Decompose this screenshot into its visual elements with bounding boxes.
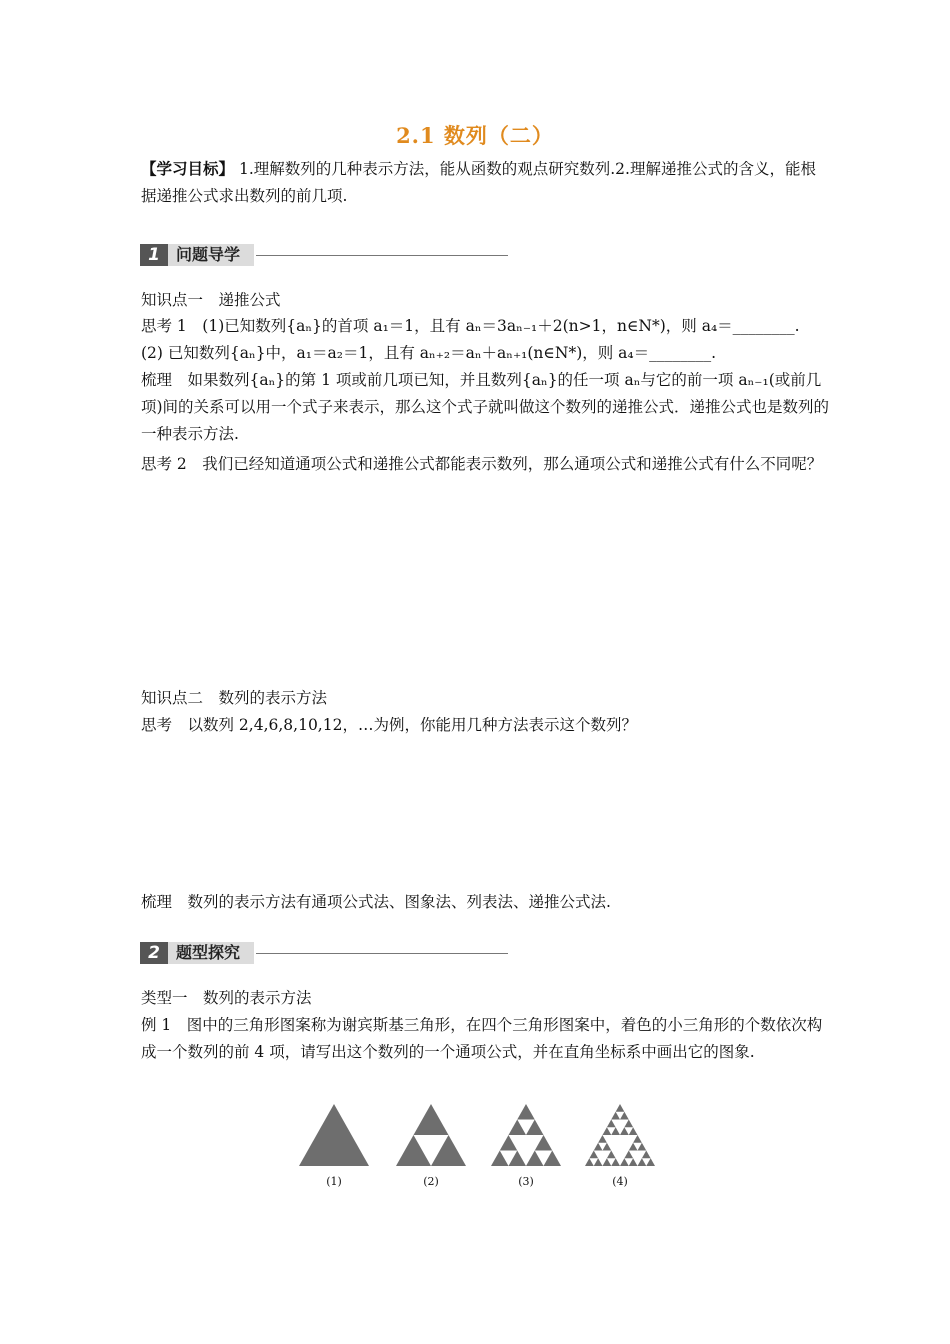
figure-label-4: (4) (612, 1175, 628, 1188)
shaded-small-triangle (509, 1120, 527, 1136)
shaded-small-triangle (526, 1120, 544, 1136)
sierpinski-triangle-2 (395, 1103, 467, 1169)
shaded-small-triangle (638, 1143, 647, 1151)
shaded-small-triangle (603, 1127, 612, 1135)
section-label: 题型探究 (168, 942, 254, 964)
shaded-small-triangle (414, 1104, 449, 1135)
section-header-1 (140, 243, 508, 267)
type-1-heading: 类型一 数列的表示方法 (141, 989, 312, 1007)
shaded-small-triangle (491, 1151, 509, 1167)
shaded-small-triangle (589, 1151, 598, 1159)
figure-label-3: (3) (518, 1175, 534, 1188)
section-label: 问题导学 (168, 244, 254, 266)
shaded-small-triangle (638, 1158, 647, 1166)
summary-1: 梳理 如果数列{aₙ}的第 1 项或前几项已知，并且数列{aₙ}的任一项 aₙ与它的前一项 aₙ₋₁(或前几项)间的关系可以用一个式子来表示，那么这个式子就叫做这个数列的递推公式．递推公式也是数列的一种表示方法. (141, 371, 830, 443)
shaded-small-triangle (646, 1158, 655, 1166)
learning-objectives (141, 155, 831, 210)
objectives-label: 【学习目标】 (141, 159, 235, 178)
figure-label-2: (2) (423, 1175, 439, 1188)
sierpinski-triangle-4 (584, 1103, 656, 1169)
sierpinski-figure (298, 1103, 660, 1193)
section-rule (256, 255, 508, 256)
section-rule (256, 953, 508, 954)
shaded-small-triangle (611, 1112, 620, 1120)
shaded-small-triangle (431, 1135, 466, 1166)
knowledge-point-2-heading: 知识点二 数列的表示方法 (141, 689, 328, 707)
shaded-small-triangle (509, 1151, 527, 1167)
shaded-small-triangle (620, 1127, 629, 1135)
page-title: 2.1 数列（二） (396, 123, 554, 148)
shaded-small-triangle (603, 1158, 612, 1166)
section-number: 1 (140, 244, 168, 266)
shaded-small-triangle (642, 1151, 651, 1159)
shaded-small-triangle (594, 1158, 603, 1166)
shaded-small-triangle (585, 1158, 594, 1166)
shaded-small-triangle (624, 1120, 633, 1128)
shaded-small-triangle (396, 1135, 431, 1166)
figure-label-1: (1) (326, 1175, 342, 1188)
knowledge-point-2-think: 思考 以数列 2,4,6,8,10,12，…为例，你能用几种方法表示这个数列？ (141, 716, 637, 734)
section-header-2 (140, 941, 508, 965)
shaded-small-triangle (526, 1151, 544, 1167)
shaded-small-triangle (611, 1158, 620, 1166)
shaded-small-triangle (616, 1104, 625, 1112)
shaded-small-triangle (611, 1127, 620, 1135)
shaded-small-triangle (535, 1135, 553, 1151)
think-2: 思考 2 我们已经知道通项公式和递推公式都能表示数列，那么通项公式和递推公式有什么不同呢？ (141, 455, 823, 473)
shaded-small-triangle (598, 1135, 607, 1143)
shaded-small-triangle (500, 1135, 518, 1151)
shaded-small-triangle (620, 1158, 629, 1166)
shaded-small-triangle (624, 1151, 633, 1159)
sierpinski-triangle-1 (298, 1103, 370, 1169)
knowledge-point-1-heading: 知识点一 递推公式 (141, 291, 281, 309)
knowledge-point-2-summary: 梳理 数列的表示方法有通项公式法、图象法、列表法、递推公式法. (141, 893, 611, 911)
objectives-text: 1.理解数列的几种表示方法，能从函数的观点研究数列.2.理解递推公式的含义，能根据递推公式求出数列的前几项. (141, 160, 816, 205)
shaded-small-triangle (603, 1143, 612, 1151)
shaded-small-triangle (299, 1104, 369, 1166)
shaded-small-triangle (517, 1104, 535, 1120)
shaded-small-triangle (544, 1151, 562, 1167)
shaded-small-triangle (633, 1135, 642, 1143)
shaded-small-triangle (629, 1158, 638, 1166)
shaded-small-triangle (607, 1120, 616, 1128)
shaded-small-triangle (629, 1143, 638, 1151)
section-number: 2 (140, 942, 168, 964)
shaded-small-triangle (607, 1151, 616, 1159)
think-1-part-2: (2) 已知数列{aₙ}中，a₁＝a₂＝1，且有 aₙ₊₂＝aₙ＋aₙ₊₁(n∈N*)，则 a₄＝________. (141, 344, 717, 362)
example-1: 例 1 图中的三角形图案称为谢宾斯基三角形，在四个三角形图案中，着色的小三角形的个数依次构成一个数列的前 4 项，请写出这个数列的一个通项公式，并在直角坐标系中画出它的图象. (141, 1016, 823, 1061)
shaded-small-triangle (594, 1143, 603, 1151)
sierpinski-triangle-3 (490, 1103, 562, 1169)
shaded-small-triangle (620, 1112, 629, 1120)
think-1-part-1: 思考 1 (1)已知数列{aₙ}的首项 a₁＝1，且有 aₙ＝3aₙ₋₁＋2(n>1，n∈N*)，则 a₄＝________. (141, 317, 800, 335)
shaded-small-triangle (629, 1127, 638, 1135)
